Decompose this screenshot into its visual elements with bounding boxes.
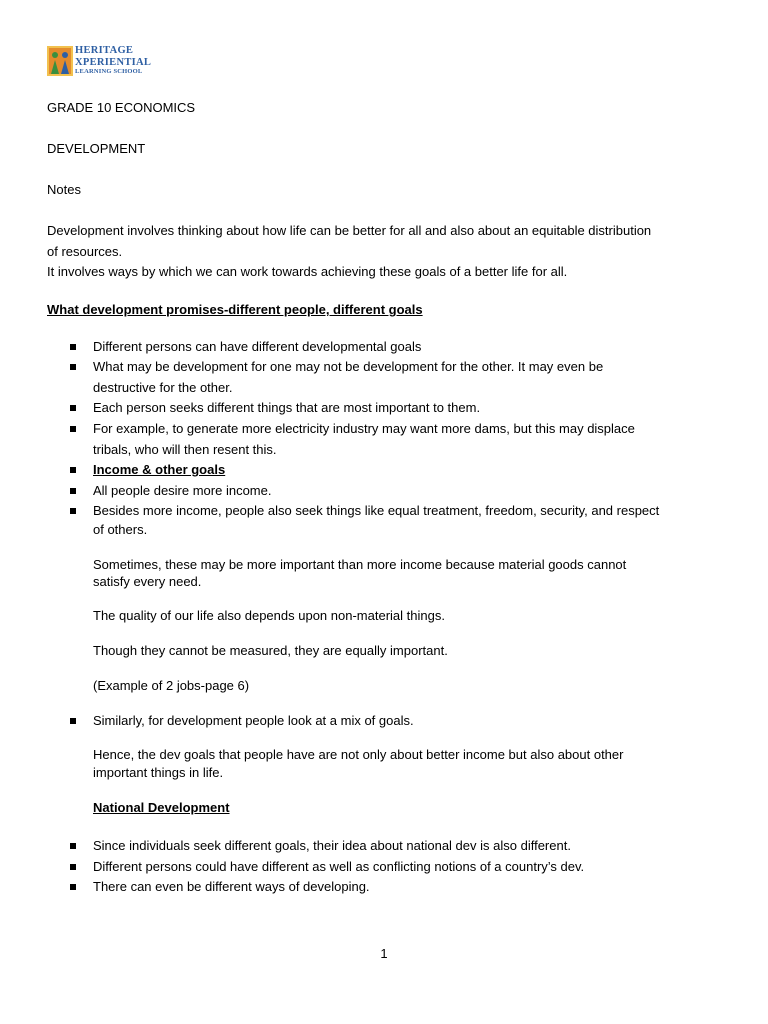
section-heading-national-development: National Development (93, 800, 230, 815)
list-item: Similarly, for development people look at a mix of goals. (93, 713, 414, 728)
paragraph: Sometimes, these may be more important than more income because material goods cannot (93, 557, 627, 572)
school-logo (47, 44, 167, 78)
list-item-continuation: tribals, who will then resent this. (93, 442, 277, 457)
list-item-continuation: of others. (93, 522, 148, 537)
bullet-icon (70, 344, 76, 350)
list-item: What may be development for one may not be development for the other. It may even be (93, 359, 604, 374)
bullet-icon (70, 426, 76, 432)
list-item: Each person seeks different things that are most important to them. (93, 400, 481, 415)
list-item: Different persons could have different as well as conflicting notions of a country’s dev. (93, 859, 585, 874)
list-item: There can even be different ways of developing. (93, 879, 370, 894)
subject-title: DEVELOPMENT (47, 141, 146, 156)
logo-line-3: LEARNING SCHOOL (75, 68, 143, 76)
paragraph: Hence, the dev goals that people have are not only about better income but also about other (93, 747, 624, 762)
intro-line-2: of resources. (47, 244, 123, 259)
logo-line-2: XPERIENTIAL (75, 56, 152, 68)
bullet-icon (70, 508, 76, 514)
bullet-icon (70, 488, 76, 494)
subheading-income-goals: Income & other goals (93, 462, 226, 477)
intro-line-1: Development involves thinking about how life can be better for all and also about an equitable distribution (47, 223, 652, 238)
page-number: 1 (380, 946, 388, 961)
notes-label: Notes (47, 182, 81, 197)
bullet-icon (70, 884, 76, 890)
bullet-icon (70, 718, 76, 724)
paragraph: important things in life. (93, 765, 224, 780)
list-item: Different persons can have different developmental goals (93, 339, 422, 354)
bullet-icon (70, 364, 76, 370)
list-item: All people desire more income. (93, 483, 272, 498)
intro-line-3: It involves ways by which we can work towards achieving these goals of a better life for all. (47, 264, 568, 279)
bullet-icon (70, 864, 76, 870)
paragraph: (Example of 2 jobs-page 6) (93, 678, 250, 693)
paragraph: satisfy every need. (93, 574, 202, 589)
bullet-icon (70, 843, 76, 849)
list-item: Since individuals seek different goals, their idea about national dev is also different. (93, 838, 571, 853)
bullet-icon (70, 467, 76, 473)
school-logo-icon (47, 46, 73, 76)
list-item: For example, to generate more electricity industry may want more dams, but this may displace (93, 421, 635, 436)
bullet-icon (70, 405, 76, 411)
paragraph: The quality of our life also depends upon non-material things. (93, 608, 445, 623)
section-heading-goals: What development promises-different people, different goals (47, 302, 423, 317)
grade-title: GRADE 10 ECONOMICS (47, 100, 196, 115)
paragraph: Though they cannot be measured, they are equally important. (93, 643, 448, 658)
logo-line-1: HERITAGE (75, 45, 134, 57)
list-item-continuation: destructive for the other. (93, 380, 233, 395)
list-item: Besides more income, people also seek things like equal treatment, freedom, security, and respect (93, 503, 660, 518)
